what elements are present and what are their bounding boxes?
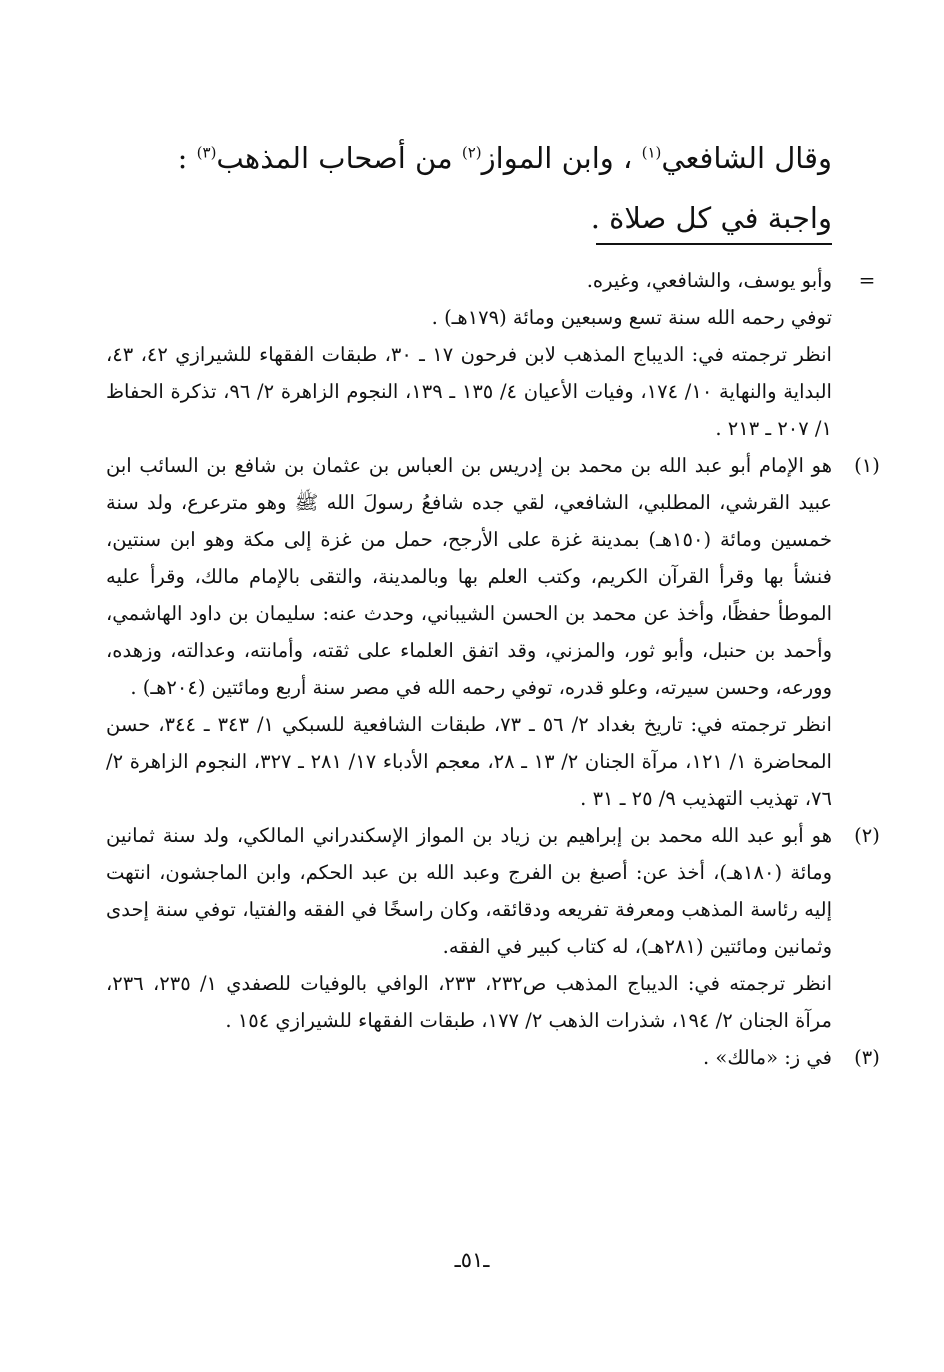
footnote-line: هو الإمام أبو عبد الله بن محمد بن إدريس بن العباس بن عثمان بن شافع بن السائب ابن عبيد القرشي، المطلبي، الشافعي، لقي جده شافعُ رسولَ الله ﷺ وهو مترعرع، ولد سنة خمسين ومائة (١٥٠هـ) بمدينة غزة على الأرجح، حمل من غزة إلى مكة وهو ابن سنتين، فنشأ بها وقرأ القرآن الكريم، وكتب العلم بها وبالمدينة، والتقى بالإمام مالك، وقرأ عليه الموطأ حفظًا، وأخذ عن محمد بن الحسن الشيباني، وحدث عنه: سليمان بن داود الهاشمي، وأحمد بن حنبل، وأبو ثور، والمزني، وقد اتفق العلماء على ثقته، وأمانته، وعدالته، وزهده، وورعه، وحسن سيرته، وعلو قدره، توفي رحمه الله في مصر سنة أربع ومائتين (٢٠٤هـ) . xyxy=(106,454,832,699)
footnote-marker: (٢) xyxy=(854,824,880,847)
footnote-line: توفي رحمه الله سنة تسع وسبعين ومائة (١٧٩هـ) . xyxy=(431,306,832,329)
footnote-separator xyxy=(596,243,832,245)
continuation-note xyxy=(106,262,876,447)
footnote-line: انظر ترجمته في: الديباج المذهب ص٢٣٢، ٢٣٣، الوافي بالوفيات للصفدي ١/ ٢٣٥، ٢٣٦، مرآة الجنان ٢/ ١٩٤، شذرات الذهب ٢/ ١٧٧، طبقات الفقهاء للشيرازي ١٥٤ . xyxy=(106,972,832,1032)
footnote-2 xyxy=(106,817,880,1039)
main-text-segment: من أصحاب المذهب xyxy=(216,141,462,175)
footnote-ref-1[interactable]: (١) xyxy=(641,143,662,162)
main-text-segment: : واجبة في كل صلاة . xyxy=(177,141,832,235)
main-text xyxy=(112,128,832,248)
footnote-marker: (٣) xyxy=(854,1046,880,1069)
footnote-line: وأبو يوسف، والشافعي، وغيره. xyxy=(586,269,832,292)
footnote-marker: (١) xyxy=(854,454,880,477)
continuation-marker: = xyxy=(858,268,876,292)
footnote-line: انظر ترجمته في: الديباج المذهب لابن فرحون ١٧ ـ ٣٠، طبقات الفقهاء للشيرازي ٤٢، ٤٣، البداية والنهاية ١٠/ ١٧٤، وفيات الأعيان ٤/ ١٣٥ ـ ١٣٩، النجوم الزاهرة ٢/ ٩٦، تذكرة الحفاظ ١/ ٢٠٧ ـ ٢١٣ . xyxy=(106,343,832,440)
footnote-ref-3[interactable]: (٣) xyxy=(196,143,217,162)
footnote-3 xyxy=(106,1039,880,1076)
footnote-1 xyxy=(106,447,880,817)
footnote-line: انظر ترجمته في: تاريخ بغداد ٢/ ٥٦ ـ ٧٣، طبقات الشافعية للسبكي ١/ ٣٤٣ ـ ٣٤٤، حسن المحاضرة ١/ ١٢١، مرآة الجنان ٢/ ١٣ ـ ٢٨، معجم الأدباء ١٧/ ٢٨١ ـ ٣٢٧، النجوم الزاهرة ٢/ ٧٦، تهذيب التهذيب ٩/ ٢٥ ـ ٣١ . xyxy=(106,713,832,810)
footnote-ref-2[interactable]: (٢) xyxy=(461,143,482,162)
footnote-line: هو أبو عبد الله محمد بن إبراهيم بن زياد بن المواز الإسكندراني المالكي، ولد سنة ثمانين ومائة (١٨٠هـ)، أخذ عن: أصبغ بن الفرج وعبد الله بن عبد الحكم، وابن الماجشون، انتهت إليه رئاسة المذهب ومعرفة تفريعه ودقائقه، وكان راسخًا في الفقه والفتيا، توفي سنة إحدى وثمانين ومائتين (٢٨١هـ)، له كتاب كبير في الفقه. xyxy=(106,824,832,958)
footnotes xyxy=(106,262,880,1076)
footnote-line: في ز: «مالك» . xyxy=(703,1046,832,1069)
page-number: ـ٥١ـ xyxy=(454,1248,490,1272)
main-paragraph xyxy=(112,128,832,248)
main-text-segment: ، وابن المواز xyxy=(481,141,642,175)
main-text-segment: وقال الشافعي xyxy=(661,141,832,175)
